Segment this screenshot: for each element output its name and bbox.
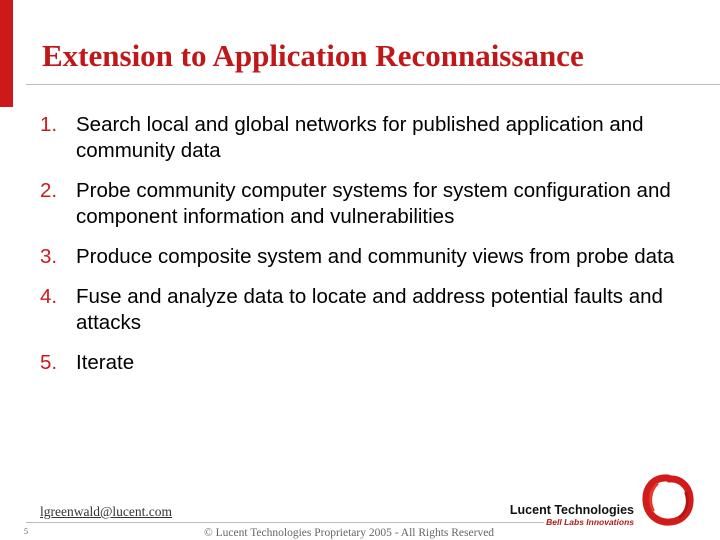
list-number: 4. (40, 285, 58, 308)
list-number: 1. (40, 113, 58, 136)
brand-name: Lucent Technologies (509, 503, 634, 517)
list-text: Fuse and analyze data to locate and address potential faults and attacks (76, 285, 663, 334)
slide-number: 5 (24, 527, 28, 536)
brand-tagline: Bell Labs Innovations (546, 517, 634, 527)
lucent-innovation-ring-icon (640, 472, 696, 528)
footer-divider (26, 522, 544, 523)
list-number: 5. (40, 351, 58, 374)
list-item (40, 350, 680, 376)
slide-title: Extension to Application Reconnaissance (42, 38, 584, 73)
copyright-notice: © Lucent Technologies Proprietary 2005 - All Rights Reserved (204, 527, 495, 539)
list-text: Iterate (76, 351, 135, 374)
title-divider (26, 84, 720, 85)
list-text: Produce composite system and community views from probe data (76, 245, 675, 268)
list-item (40, 178, 680, 230)
list-number: 2. (40, 179, 58, 202)
accent-bar (0, 0, 13, 107)
list-item (40, 112, 680, 164)
list-item (40, 284, 680, 336)
company-logo-text (498, 503, 634, 528)
list-item (40, 244, 680, 270)
list-text: Probe community computer systems for system configuration and component information and vulnerabilities (76, 179, 671, 228)
bullet-list (40, 112, 680, 390)
list-text: Search local and global networks for published application and community data (76, 113, 644, 162)
author-email-link[interactable]: lgreenwald@lucent.com (40, 504, 173, 519)
list-number: 3. (40, 245, 58, 268)
